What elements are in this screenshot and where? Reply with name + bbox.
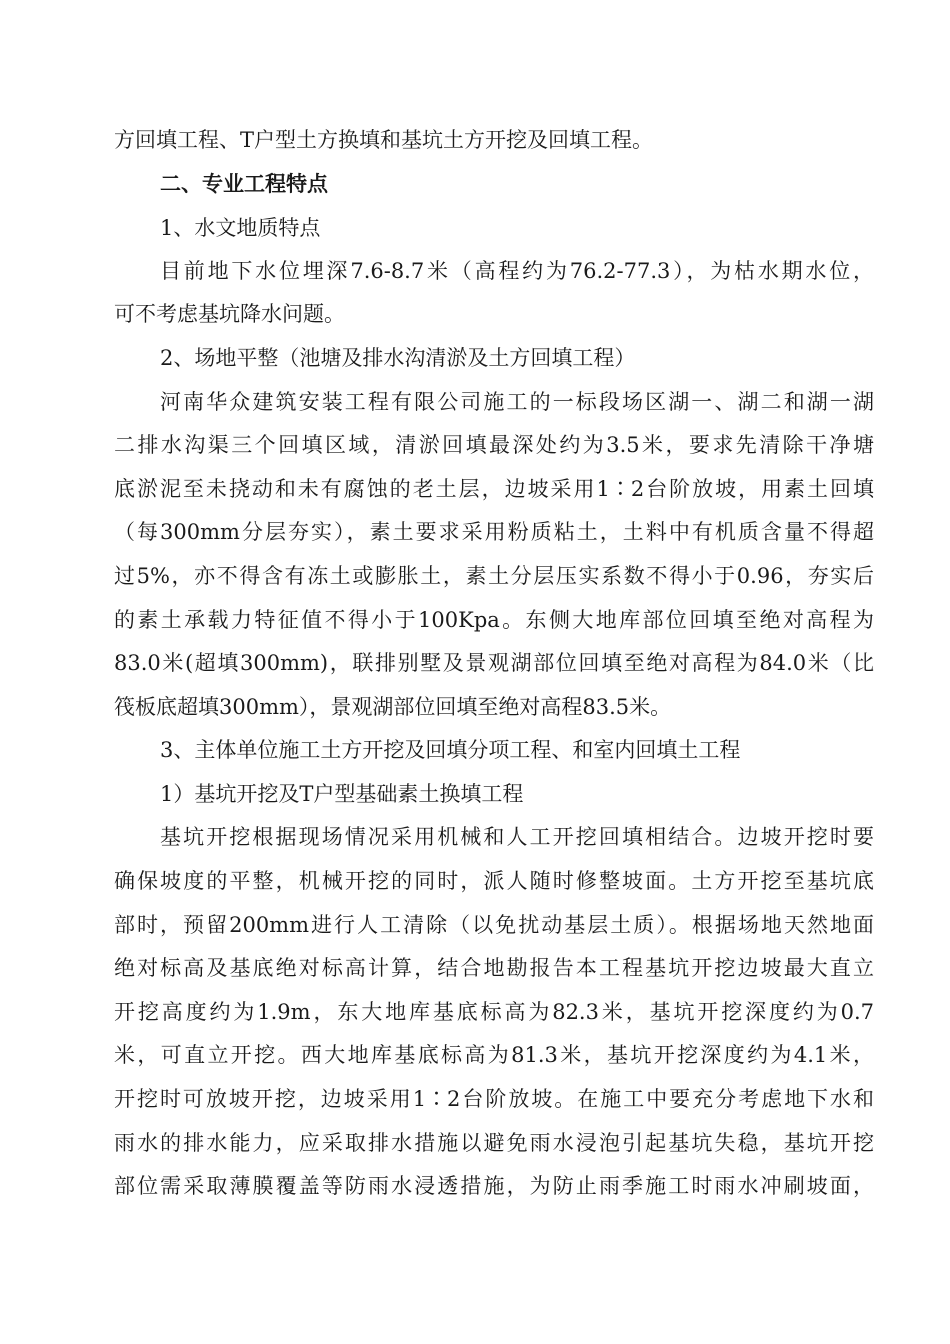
paragraph-line: 的素土承载力特征值不得小于100Kpa。东侧大地库部位回填至绝对高程为 xyxy=(114,608,874,632)
paragraph-line: 绝对标高及基底绝对标高计算，结合地勘报告本工程基坑开挖边坡最大直立 xyxy=(114,956,874,980)
paragraph-line: 部时，预留200mm进行人工清除（以免扰动基层土质）。根据场地天然地面 xyxy=(114,913,874,937)
paragraph-line: 筏板底超填300mm），景观湖部位回填至绝对高程83.5米。 xyxy=(114,695,672,719)
paragraph-line: 目前地下水位埋深7.6-8.7米（高程约为76.2-77.3），为枯水期水位， xyxy=(160,259,874,283)
section-heading: 二、专业工程特点 xyxy=(160,172,328,196)
paragraph-line: 河南华众建筑安装工程有限公司施工的一标段场区湖一、湖二和湖一湖 xyxy=(160,390,874,414)
paragraph-line: 雨水的排水能力，应采取排水措施以避免雨水浸泡引起基坑失稳，基坑开挖 xyxy=(114,1131,874,1155)
paragraph-line: 部位需采取薄膜覆盖等防雨水浸透措施，为防止雨季施工时雨水冲刷坡面， xyxy=(114,1174,874,1198)
subsection-title-hydrogeology: 1、水文地质特点 xyxy=(160,216,321,240)
paragraph-line: 确保坡度的平整，机械开挖的同时，派人随时修整坡面。土方开挖至基坑底 xyxy=(114,869,874,893)
subsection-title-excavation: 1）基坑开挖及T户型基础素土换填工程 xyxy=(160,782,524,806)
paragraph-line: （每300mm分层夯实），素土要求采用粉质粘土，土料中有机质含量不得超 xyxy=(114,520,874,544)
paragraph-line: 过5%，亦不得含有冻土或膨胀土，素土分层压实系数不得小于0.96，夯实后 xyxy=(114,564,874,588)
paragraph-line: 底淤泥至未挠动和未有腐蚀的老土层，边坡采用1∶2台阶放坡，用素土回填 xyxy=(114,477,874,501)
subsection-title-main-works: 3、主体单位施工土方开挖及回填分项工程、和室内回填土工程 xyxy=(160,738,741,762)
paragraph-line: 83.0米(超填300mm)，联排别墅及景观湖部位回填至绝对高程为84.0米（比 xyxy=(114,651,874,675)
paragraph-line: 基坑开挖根据现场情况采用机械和人工开挖回填相结合。边坡开挖时要 xyxy=(160,825,874,849)
paragraph-line: 米，可直立开挖。西大地库基底标高为81.3米，基坑开挖深度约为4.1米， xyxy=(114,1043,874,1067)
paragraph-line: 可不考虑基坑降水问题。 xyxy=(114,302,345,326)
subsection-title-site-leveling: 2、场地平整（池塘及排水沟清淤及土方回填工程） xyxy=(160,346,636,370)
paragraph-line: 开挖高度约为1.9m，东大地库基底标高为82.3米，基坑开挖深度约为0.7 xyxy=(114,1000,874,1024)
paragraph-line: 开挖时可放坡开挖，边坡采用1∶2台阶放坡。在施工中要充分考虑地下水和 xyxy=(114,1087,874,1111)
paragraph-line: 二排水沟渠三个回填区域，清淤回填最深处约为3.5米，要求先清除干净塘 xyxy=(114,433,874,457)
text-line-continuation: 方回填工程、T户型土方换填和基坑土方开挖及回填工程。 xyxy=(114,128,654,152)
